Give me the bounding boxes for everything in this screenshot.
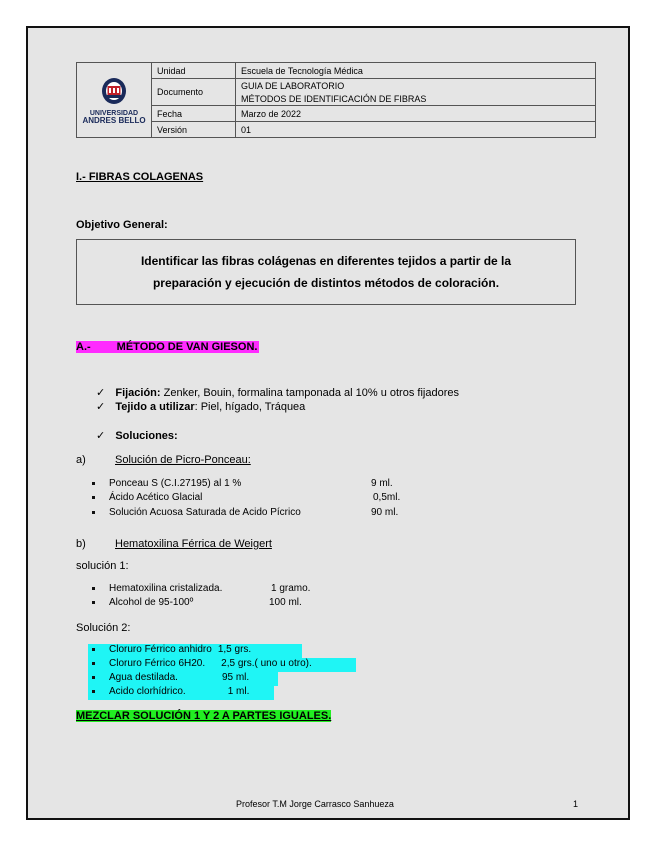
method-title: MÉTODO DE VAN GIESON. <box>116 341 258 353</box>
bullet-icon <box>92 511 95 514</box>
document-page <box>26 26 630 820</box>
sol-a-item <box>88 492 202 503</box>
sol-b-title: Hematoxilina Férrica de Weigert <box>115 538 272 550</box>
unab-crest-icon <box>99 76 129 106</box>
sol-a-item-name: Ponceau S (C.I.27195) al 1 % <box>109 478 242 489</box>
header-label-documento: Documento <box>152 79 236 106</box>
sol-b-sub1-item-qty: 1 gramo. <box>271 583 311 594</box>
bullet-icon <box>92 676 95 679</box>
checkmark-icon: ✓ <box>96 430 106 442</box>
check-text-fijacion: Zenker, Bouin, formalina tamponada al 10% u otros fijadores <box>160 387 459 399</box>
sol-a-item-qty: 9 ml. <box>371 478 393 489</box>
sol-b-sub1-item <box>88 583 222 594</box>
sol-b-sub2-item-name: Acido clorhídrico. <box>109 686 186 697</box>
check-item-soluciones <box>96 429 178 442</box>
objective-line1: Identificar las fibras colágenas en diferentes tejidos a partir de la <box>140 254 512 268</box>
logo-text-line1: UNIVERSIDAD <box>89 109 139 117</box>
header-value-documento-line2: MÉTODOS DE IDENTIFICACIÓN DE FIBRAS <box>236 92 596 106</box>
check-label-fijacion: Fijación: <box>115 387 161 399</box>
mix-note: MEZCLAR SOLUCIÓN 1 Y 2 A PARTES IGUALES. <box>76 710 332 722</box>
bullet-icon <box>92 496 95 499</box>
header-value-version: 01 <box>236 122 596 138</box>
header-label-fecha: Fecha <box>152 106 236 122</box>
sol-b-letter: b) <box>76 538 86 550</box>
bullet-icon <box>92 662 95 665</box>
sol-a-item-name: Ácido Acético Glacial <box>109 492 203 503</box>
sol-b-sub2-item <box>88 658 356 672</box>
check-label-tejido: Tejido a utilizar <box>115 401 195 413</box>
sol-b-sub2-label: Solución 2: <box>76 622 131 634</box>
sol-b-sub2-item-qty: 1,5 grs. <box>217 644 252 655</box>
sol-b-sub1-item-qty: 100 ml. <box>269 597 302 608</box>
method-heading <box>76 341 259 353</box>
objective-box <box>76 239 576 305</box>
sol-a-letter: a) <box>76 454 86 466</box>
checkmark-icon: ✓ <box>96 401 106 413</box>
sol-a-item-name: Solución Acuosa Saturada de Acido Pícrico <box>109 507 301 518</box>
bullet-icon <box>92 601 95 604</box>
bullet-icon <box>92 648 95 651</box>
sol-b-sub2-item-name: Cloruro Férrico 6H20. <box>109 658 206 669</box>
header-value-fecha: Marzo de 2022 <box>236 106 596 122</box>
header-label-unidad: Unidad <box>152 63 236 79</box>
sol-b-sub1-item-name: Alcohol de 95-100º <box>109 597 194 608</box>
footer-author: Profesor T.M Jorge Carrasco Sanhueza <box>236 799 394 809</box>
sol-b-sub1-item-name: Hematoxilina cristalizada. <box>109 583 223 594</box>
header-value-unidad: Escuela de Tecnología Médica <box>236 63 596 79</box>
objective-line2: preparación y ejecución de distintos métodos de coloración. <box>152 276 500 290</box>
sol-b-sub2-item-qty: 2,5 grs.( uno u otro). <box>221 658 312 669</box>
check-label-soluciones: Soluciones: <box>115 430 178 442</box>
sol-a-item-qty: 90 ml. <box>371 507 399 518</box>
header-value-documento-line1: GUIA DE LABORATORIO <box>236 79 596 93</box>
sol-b-sub1-item <box>88 597 193 608</box>
sol-b-sub2-item <box>88 644 302 658</box>
sol-a-item <box>88 507 301 518</box>
bullet-icon <box>92 690 95 693</box>
header-table <box>76 62 596 138</box>
objective-heading: Objetivo General: <box>76 219 168 231</box>
method-letter: A.- <box>76 341 91 353</box>
sol-b-sub2-item-qty: 1 ml. <box>227 686 250 697</box>
sol-b-sub2-item-name: Agua destilada. <box>109 672 178 683</box>
header-label-version: Versión <box>152 122 236 138</box>
sol-b-sub2-item <box>88 672 278 686</box>
check-item-tejido <box>96 400 305 413</box>
checkmark-icon: ✓ <box>96 387 106 399</box>
university-logo <box>77 63 152 138</box>
sol-b-sub2-item-qty: 95 ml. <box>221 672 250 683</box>
check-item-fijacion <box>96 386 459 399</box>
sol-a-item <box>88 478 241 489</box>
sol-b-sub2-item-name: Cloruro Férrico anhidro <box>109 644 212 655</box>
bullet-icon <box>92 587 95 590</box>
logo-text-line2: ANDRES BELLO <box>82 115 146 125</box>
bullet-icon <box>92 482 95 485</box>
sol-a-title: Solución de Picro-Ponceau: <box>115 454 251 466</box>
check-text-tejido: : Piel, hígado, Tráquea <box>194 401 306 413</box>
sol-b-sub2-item <box>88 686 274 700</box>
section-title: I.- FIBRAS COLAGENAS <box>76 171 204 183</box>
sol-b-sub1-label: solución 1: <box>76 560 129 572</box>
footer-page-number: 1 <box>573 799 579 809</box>
sol-a-item-qty: 0,5ml. <box>373 492 401 503</box>
